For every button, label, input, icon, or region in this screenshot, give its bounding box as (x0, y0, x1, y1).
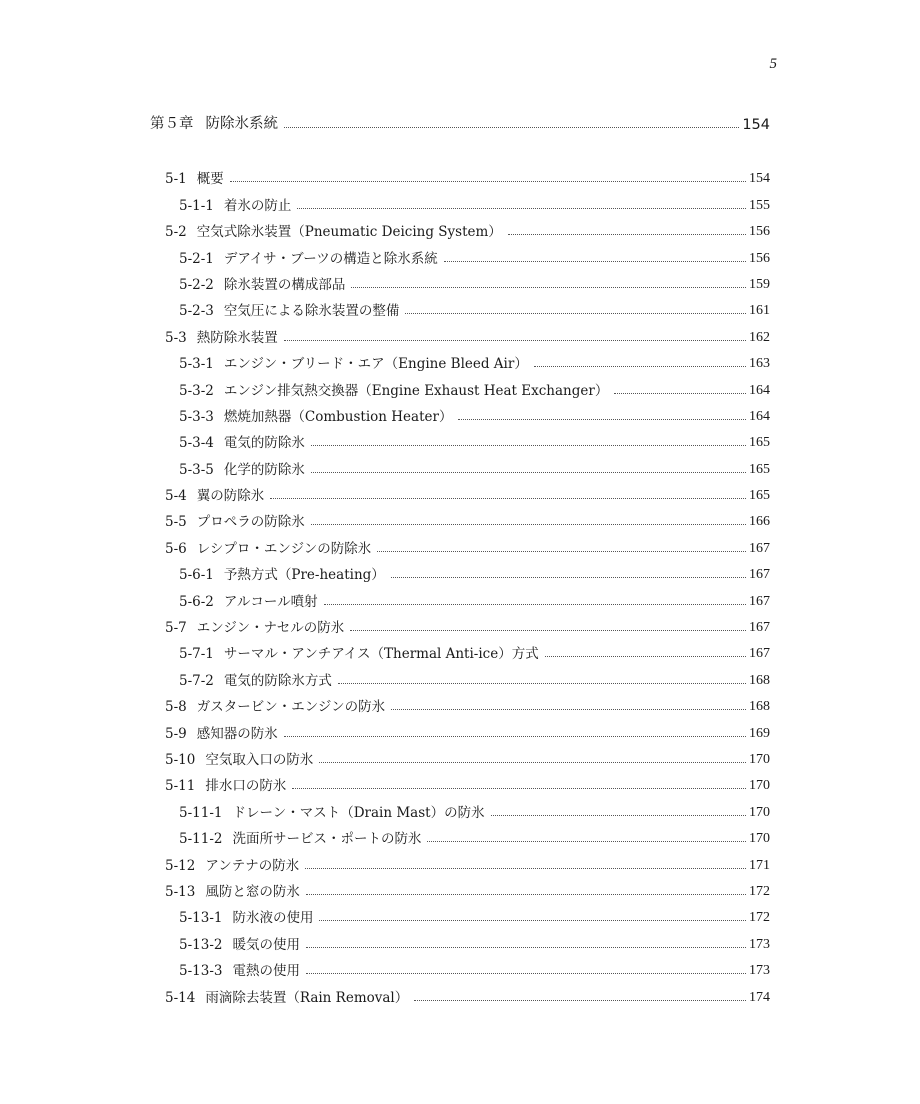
entry-number: 5-8 (165, 699, 187, 716)
entry-page: 164 (749, 382, 770, 398)
entry-number: 5-11 (165, 778, 196, 795)
chapter-title: 防除氷系統 (205, 116, 278, 132)
toc-entry (150, 636, 770, 662)
entry-page: 164 (749, 408, 770, 424)
dot-leader (319, 762, 746, 763)
entry-title: 防氷液の使用 (232, 910, 314, 927)
entry-number: 5-6-1 (179, 567, 214, 584)
entry-title: 燃焼加熱器（Combustion Heater） (223, 408, 453, 425)
dot-leader (338, 683, 746, 684)
toc-entry (150, 399, 770, 425)
entry-title: ドレーン・マスト（Drain Mast）の防氷 (232, 804, 485, 821)
entry-page: 172 (749, 910, 770, 926)
entry-number: 5-13-3 (179, 963, 223, 980)
toc-entry (150, 530, 770, 556)
toc-entry (150, 425, 770, 451)
entry-title: 感知器の防氷 (196, 725, 278, 742)
toc-entry (150, 610, 770, 636)
dot-leader (230, 181, 746, 182)
toc-entries (150, 161, 770, 1006)
toc-entry (150, 293, 770, 319)
toc-entry (150, 504, 770, 530)
entry-number: 5-11-2 (179, 831, 223, 848)
toc-entry (150, 821, 770, 847)
entry-page: 155 (749, 197, 770, 213)
dot-leader (458, 419, 746, 420)
table-of-contents (150, 107, 770, 1006)
entry-title: エンジン・ナセルの防氷 (196, 620, 345, 637)
entry-page: 165 (749, 435, 770, 451)
entry-title: 空気圧による除氷装置の整備 (223, 303, 400, 320)
entry-number: 5-2-3 (179, 303, 214, 320)
entry-number: 5-12 (165, 857, 196, 874)
toc-entry (150, 240, 770, 266)
toc-entry (150, 847, 770, 873)
entry-page: 165 (749, 488, 770, 504)
chapter-page: 154 (742, 117, 770, 133)
toc-entry (150, 900, 770, 926)
entry-number: 5-5 (165, 514, 187, 531)
toc-entry (150, 478, 770, 504)
dot-leader (534, 366, 746, 367)
dot-leader (508, 234, 746, 235)
toc-entry (150, 346, 770, 372)
entry-page: 156 (749, 224, 770, 240)
entry-number: 5-6 (165, 540, 187, 557)
entry-page: 156 (749, 250, 770, 266)
entry-page: 165 (749, 461, 770, 477)
entry-page: 169 (749, 725, 770, 741)
dot-leader (545, 656, 746, 657)
entry-title: 風防と窓の防氷 (205, 883, 300, 900)
entry-title: 熱防除氷装置 (196, 329, 278, 346)
entry-title: 除氷装置の構成部品 (223, 276, 346, 293)
entry-title: ガスタービン・エンジンの防氷 (196, 699, 386, 716)
entry-number: 5-7-1 (179, 646, 214, 663)
dot-leader (284, 736, 746, 737)
dot-leader (377, 551, 746, 552)
dot-leader (444, 261, 746, 262)
entry-page: 159 (749, 276, 770, 292)
chapter-heading (150, 107, 770, 133)
entry-number: 5-6-2 (179, 593, 214, 610)
entry-page: 167 (749, 567, 770, 583)
entry-page: 173 (749, 936, 770, 952)
entry-page: 174 (749, 989, 770, 1005)
page-number: 5 (769, 56, 777, 72)
entry-number: 5-13-2 (179, 936, 223, 953)
toc-entry (150, 214, 770, 240)
toc-entry (150, 267, 770, 293)
dot-leader (614, 393, 746, 394)
dot-leader (405, 313, 746, 314)
dot-leader (391, 709, 746, 710)
dot-leader (284, 127, 739, 128)
entry-page: 167 (749, 593, 770, 609)
entry-number: 5-7 (165, 620, 187, 637)
dot-leader (306, 947, 746, 948)
entry-number: 5-7-2 (179, 672, 214, 689)
entry-number: 5-11-1 (179, 804, 223, 821)
dot-leader (319, 920, 746, 921)
dot-leader (414, 1000, 746, 1001)
entry-title: アンテナの防氷 (205, 857, 300, 874)
dot-leader (311, 524, 746, 525)
entry-page: 167 (749, 540, 770, 556)
entry-number: 5-3-3 (179, 408, 214, 425)
entry-title: 排水口の防氷 (205, 778, 287, 795)
entry-page: 170 (749, 778, 770, 794)
entry-page: 168 (749, 672, 770, 688)
entry-title: 電気的防除氷 (223, 435, 305, 452)
dot-leader (284, 340, 746, 341)
entry-title: エンジン・ブリード・エア（Engine Bleed Air） (223, 356, 528, 373)
dot-leader (306, 973, 746, 974)
entry-number: 5-3 (165, 329, 187, 346)
dot-leader (391, 577, 746, 578)
dot-leader (270, 498, 746, 499)
entry-title: サーマル・アンチアイス（Thermal Anti-ice）方式 (223, 646, 539, 663)
entry-page: 167 (749, 646, 770, 662)
toc-entry (150, 979, 770, 1005)
entry-page: 166 (749, 514, 770, 530)
entry-title: 化学的防除氷 (223, 461, 305, 478)
toc-entry (150, 926, 770, 952)
dot-leader (297, 208, 746, 209)
entry-page: 168 (749, 699, 770, 715)
dot-leader (427, 841, 746, 842)
entry-title: デアイサ・ブーツの構造と除氷系統 (223, 250, 438, 267)
entry-title: アルコール噴射 (223, 593, 318, 610)
toc-entry (150, 742, 770, 768)
entry-number: 5-3-1 (179, 356, 214, 373)
entry-page: 167 (749, 620, 770, 636)
entry-page: 170 (749, 831, 770, 847)
entry-number: 5-13-1 (179, 910, 223, 927)
dot-leader (324, 604, 746, 605)
toc-entry (150, 161, 770, 187)
dot-leader (311, 472, 746, 473)
toc-entry (150, 662, 770, 688)
entry-page: 161 (749, 303, 770, 319)
toc-entry (150, 187, 770, 213)
dot-leader (306, 894, 746, 895)
toc-entry (150, 583, 770, 609)
entry-title: 予熱方式（Pre-heating） (223, 567, 385, 584)
entry-page: 162 (749, 329, 770, 345)
entry-title: 着氷の防止 (223, 197, 292, 214)
toc-entry (150, 557, 770, 583)
entry-title: 翼の防除氷 (196, 488, 265, 505)
entry-page: 170 (749, 804, 770, 820)
entry-title: 空気式除氷装置（Pneumatic Deicing System） (196, 224, 502, 241)
entry-number: 5-3-4 (179, 435, 214, 452)
toc-entry (150, 689, 770, 715)
entry-number: 5-2-2 (179, 276, 214, 293)
toc-entry (150, 451, 770, 477)
toc-entry (150, 715, 770, 741)
entry-number: 5-4 (165, 488, 187, 505)
toc-entry (150, 372, 770, 398)
toc-entry (150, 953, 770, 979)
entry-number: 5-13 (165, 883, 196, 900)
entry-number: 5-14 (165, 989, 196, 1006)
chapter-number: 第５章 (150, 116, 194, 132)
entry-page: 171 (749, 857, 770, 873)
dot-leader (351, 287, 746, 288)
entry-title: 空気取入口の防氷 (205, 751, 314, 768)
entry-title: 洗面所サービス・ポートの防氷 (232, 831, 422, 848)
entry-title: 電気的防除氷方式 (223, 672, 332, 689)
entry-title: 概要 (196, 171, 224, 188)
entry-page: 163 (749, 356, 770, 372)
entry-title: 雨滴除去装置（Rain Removal） (205, 989, 409, 1006)
entry-number: 5-10 (165, 751, 196, 768)
entry-number: 5-1-1 (179, 197, 214, 214)
dot-leader (491, 815, 746, 816)
dot-leader (350, 630, 746, 631)
entry-title: プロペラの防除氷 (196, 514, 305, 531)
toc-entry (150, 768, 770, 794)
dot-leader (305, 868, 746, 869)
entry-number: 5-3-5 (179, 461, 214, 478)
toc-entry (150, 874, 770, 900)
entry-page: 170 (749, 751, 770, 767)
entry-number: 5-9 (165, 725, 187, 742)
entry-page: 172 (749, 883, 770, 899)
entry-title: 電熱の使用 (232, 963, 300, 980)
entry-page: 173 (749, 963, 770, 979)
toc-entry (150, 319, 770, 345)
dot-leader (311, 445, 746, 446)
entry-number: 5-1 (165, 171, 187, 188)
entry-number: 5-3-2 (179, 382, 214, 399)
entry-number: 5-2-1 (179, 250, 214, 267)
entry-title: レシプロ・エンジンの防除氷 (196, 540, 372, 557)
entry-page: 154 (749, 171, 770, 187)
entry-title: エンジン排気熱交換器（Engine Exhaust Heat Exchanger） (223, 382, 609, 399)
entry-title: 暖気の使用 (232, 936, 300, 953)
dot-leader (292, 788, 746, 789)
entry-number: 5-2 (165, 224, 187, 241)
toc-entry (150, 794, 770, 820)
